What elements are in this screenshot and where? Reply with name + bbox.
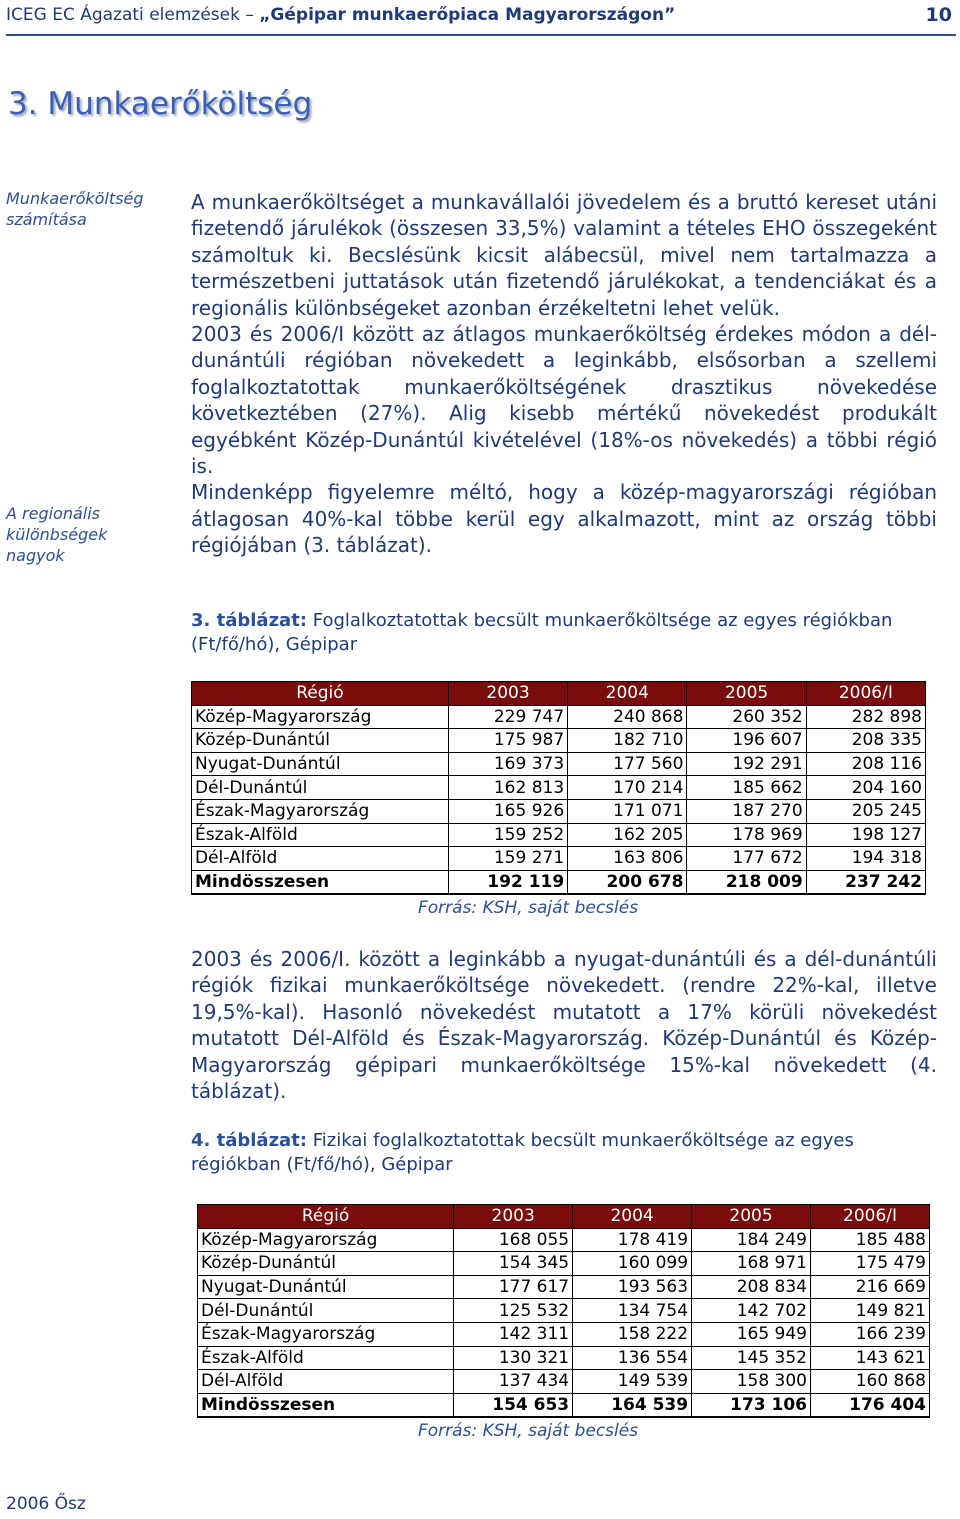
- region-cell: Közép-Dunántúl: [198, 1252, 454, 1276]
- value-cell: 282 898: [806, 705, 925, 729]
- table-row: [192, 752, 926, 776]
- value-cell: 171 071: [568, 799, 687, 823]
- column-header: Régió: [192, 682, 449, 706]
- value-cell: 137 434: [454, 1370, 573, 1394]
- value-cell: 162 205: [568, 823, 687, 847]
- page-footer: 2006 Ősz: [6, 1494, 86, 1514]
- table-row: [198, 1252, 930, 1276]
- value-cell: 169 373: [448, 752, 567, 776]
- value-cell: 154 345: [454, 1252, 573, 1276]
- body-text-second: [191, 946, 937, 1104]
- value-cell: 205 245: [806, 799, 925, 823]
- total-value: 200 678: [568, 870, 687, 894]
- value-cell: 149 821: [811, 1299, 930, 1323]
- total-row: [198, 1393, 930, 1417]
- total-value: 176 404: [811, 1393, 930, 1417]
- value-cell: 166 239: [811, 1322, 930, 1346]
- table-header-row: [192, 682, 926, 706]
- value-cell: 187 270: [687, 799, 806, 823]
- column-header: 2005: [692, 1205, 811, 1229]
- value-cell: 175 987: [448, 729, 567, 753]
- table4-caption-text: Fizikai foglalkoztatottak becsült munkaerőköltsége az egyes régiókban (Ft/fő/hó), Gépipar: [191, 1130, 854, 1175]
- value-cell: 193 563: [573, 1275, 692, 1299]
- value-cell: 198 127: [806, 823, 925, 847]
- column-header: 2006/I: [811, 1205, 930, 1229]
- value-cell: 125 532: [454, 1299, 573, 1323]
- sidenote-calc: Munkaerőköltség számítása: [6, 189, 144, 229]
- paragraph-4: 2003 és 2006/I. között a leginkább a nyugat-dunántúli és a dél-dunántúli régiók fizikai munkaerőköltsége növekedett. (rendre 22%-kal, illetve 19,5%-kal). Hasonló növekedést mutatott a 17% körüli növekedést mutatott Dél-Alföld és Észak-Magyarország. Közép-Dunántúl és Közép-Magyarország gépipari munkaerőköltsége 15%-kal növekedett (4. táblázat).: [191, 947, 937, 1104]
- value-cell: 204 160: [806, 776, 925, 800]
- table4-caption: [191, 1129, 937, 1177]
- value-cell: 160 868: [811, 1370, 930, 1394]
- value-cell: 208 116: [806, 752, 925, 776]
- sidenote-regional: A regionális különbségek nagyok: [6, 504, 108, 565]
- table-row: [198, 1370, 930, 1394]
- table4-source: Forrás: KSH, saját becslés: [418, 1421, 639, 1441]
- total-value: 173 106: [692, 1393, 811, 1417]
- value-cell: 160 099: [573, 1252, 692, 1276]
- table-row: [198, 1322, 930, 1346]
- total-value: 192 119: [448, 870, 567, 894]
- value-cell: 216 669: [811, 1275, 930, 1299]
- paragraph-1: A munkaerőköltséget a munkavállalói jövedelem és a bruttó kereset utáni fizetendő járulékok (összesen 33,5%) valamint a tételes EHO összegeként számoltuk ki. Becslésünk kicsit alábecsül, mivel nem tartalmazza a természetbeni juttatások után fizetendő járulékokat, a tendenciákat és a regionális különbségeket azonban érzékeltetni lehet velük.: [191, 190, 937, 320]
- header-prefix: ICEG EC Ágazati elemzések –: [6, 5, 260, 25]
- value-cell: 178 969: [687, 823, 806, 847]
- page-number: 10: [925, 4, 952, 26]
- value-cell: 177 672: [687, 847, 806, 871]
- header-doc-title: „Gépipar munkaerőpiaca Magyarországon”: [259, 5, 676, 25]
- value-cell: 165 949: [692, 1322, 811, 1346]
- value-cell: 240 868: [568, 705, 687, 729]
- page-header: [6, 0, 956, 36]
- total-label: Mindösszesen: [198, 1393, 454, 1417]
- value-cell: 145 352: [692, 1346, 811, 1370]
- table-row: [192, 847, 926, 871]
- table-4: [197, 1204, 930, 1418]
- value-cell: 168 055: [454, 1228, 573, 1252]
- value-cell: 175 479: [811, 1252, 930, 1276]
- total-value: 218 009: [687, 870, 806, 894]
- column-header: 2005: [687, 682, 806, 706]
- region-cell: Észak-Magyarország: [198, 1322, 454, 1346]
- value-cell: 185 662: [687, 776, 806, 800]
- table-row: [192, 776, 926, 800]
- table3-source: Forrás: KSH, saját becslés: [418, 898, 639, 918]
- table3-caption-number: 3. táblázat:: [191, 610, 308, 631]
- value-cell: 182 710: [568, 729, 687, 753]
- region-cell: Dél-Dunántúl: [192, 776, 449, 800]
- value-cell: 162 813: [448, 776, 567, 800]
- value-cell: 165 926: [448, 799, 567, 823]
- region-cell: Közép-Magyarország: [198, 1228, 454, 1252]
- table3-caption-text: Foglalkoztatottak becsült munkaerőköltsége az egyes régiókban (Ft/fő/hó), Gépipar: [191, 610, 893, 655]
- value-cell: 178 419: [573, 1228, 692, 1252]
- value-cell: 229 747: [448, 705, 567, 729]
- column-header: 2003: [454, 1205, 573, 1229]
- value-cell: 159 252: [448, 823, 567, 847]
- total-value: 164 539: [573, 1393, 692, 1417]
- region-cell: Dél-Alföld: [192, 847, 449, 871]
- total-label: Mindösszesen: [192, 870, 449, 894]
- table-header-row: [198, 1205, 930, 1229]
- value-cell: 177 560: [568, 752, 687, 776]
- table-row: [192, 705, 926, 729]
- total-value: 237 242: [806, 870, 925, 894]
- value-cell: 168 971: [692, 1252, 811, 1276]
- paragraph-3: Mindenképp figyelemre méltó, hogy a közép-magyarországi régióban átlagosan 40%-kal többe kerül egy alkalmazott, mint az ország többi régiójában (3. táblázat).: [191, 480, 937, 558]
- value-cell: 194 318: [806, 847, 925, 871]
- column-header: 2006/I: [806, 682, 925, 706]
- region-cell: Észak-Alföld: [192, 823, 449, 847]
- paragraph-2: 2003 és 2006/I között az átlagos munkaerőköltség érdekes módon a dél-dunántúli régióban növekedett a leginkább, elsősorban a szellemi foglalkoztatottak munkaerőköltségének drasztikus növekedése következtében (27%). Alig kisebb mértékű növekedést produkált egyébként Közép-Dunántúl kivételével (18%-os növekedés) a többi régió is.: [191, 322, 937, 479]
- value-cell: 142 702: [692, 1299, 811, 1323]
- value-cell: 158 300: [692, 1370, 811, 1394]
- value-cell: 136 554: [573, 1346, 692, 1370]
- table-row: [198, 1346, 930, 1370]
- value-cell: 192 291: [687, 752, 806, 776]
- region-cell: Nyugat-Dunántúl: [192, 752, 449, 776]
- region-cell: Nyugat-Dunántúl: [198, 1275, 454, 1299]
- column-header: 2004: [568, 682, 687, 706]
- total-row: [192, 870, 926, 894]
- column-header: 2004: [573, 1205, 692, 1229]
- value-cell: 170 214: [568, 776, 687, 800]
- region-cell: Észak-Alföld: [198, 1346, 454, 1370]
- value-cell: 208 834: [692, 1275, 811, 1299]
- table3-caption: [191, 609, 937, 657]
- table-row: [198, 1228, 930, 1252]
- value-cell: 208 335: [806, 729, 925, 753]
- body-text-main: [191, 189, 937, 559]
- value-cell: 142 311: [454, 1322, 573, 1346]
- value-cell: 177 617: [454, 1275, 573, 1299]
- region-cell: Dél-Alföld: [198, 1370, 454, 1394]
- column-header: Régió: [198, 1205, 454, 1229]
- table-3: [191, 681, 926, 895]
- table-row: [198, 1275, 930, 1299]
- value-cell: 184 249: [692, 1228, 811, 1252]
- value-cell: 260 352: [687, 705, 806, 729]
- table-row: [192, 823, 926, 847]
- value-cell: 149 539: [573, 1370, 692, 1394]
- value-cell: 159 271: [448, 847, 567, 871]
- region-cell: Észak-Magyarország: [192, 799, 449, 823]
- total-value: 154 653: [454, 1393, 573, 1417]
- column-header: 2003: [448, 682, 567, 706]
- table-row: [192, 799, 926, 823]
- table4-caption-number: 4. táblázat:: [191, 1130, 308, 1151]
- region-cell: Dél-Dunántúl: [198, 1299, 454, 1323]
- value-cell: 134 754: [573, 1299, 692, 1323]
- value-cell: 163 806: [568, 847, 687, 871]
- region-cell: Közép-Magyarország: [192, 705, 449, 729]
- section-title: 3. Munkaerőköltség: [8, 86, 313, 122]
- value-cell: 158 222: [573, 1322, 692, 1346]
- value-cell: 130 321: [454, 1346, 573, 1370]
- value-cell: 185 488: [811, 1228, 930, 1252]
- header-title: [6, 5, 675, 25]
- region-cell: Közép-Dunántúl: [192, 729, 449, 753]
- value-cell: 196 607: [687, 729, 806, 753]
- table-row: [198, 1299, 930, 1323]
- table-row: [192, 729, 926, 753]
- value-cell: 143 621: [811, 1346, 930, 1370]
